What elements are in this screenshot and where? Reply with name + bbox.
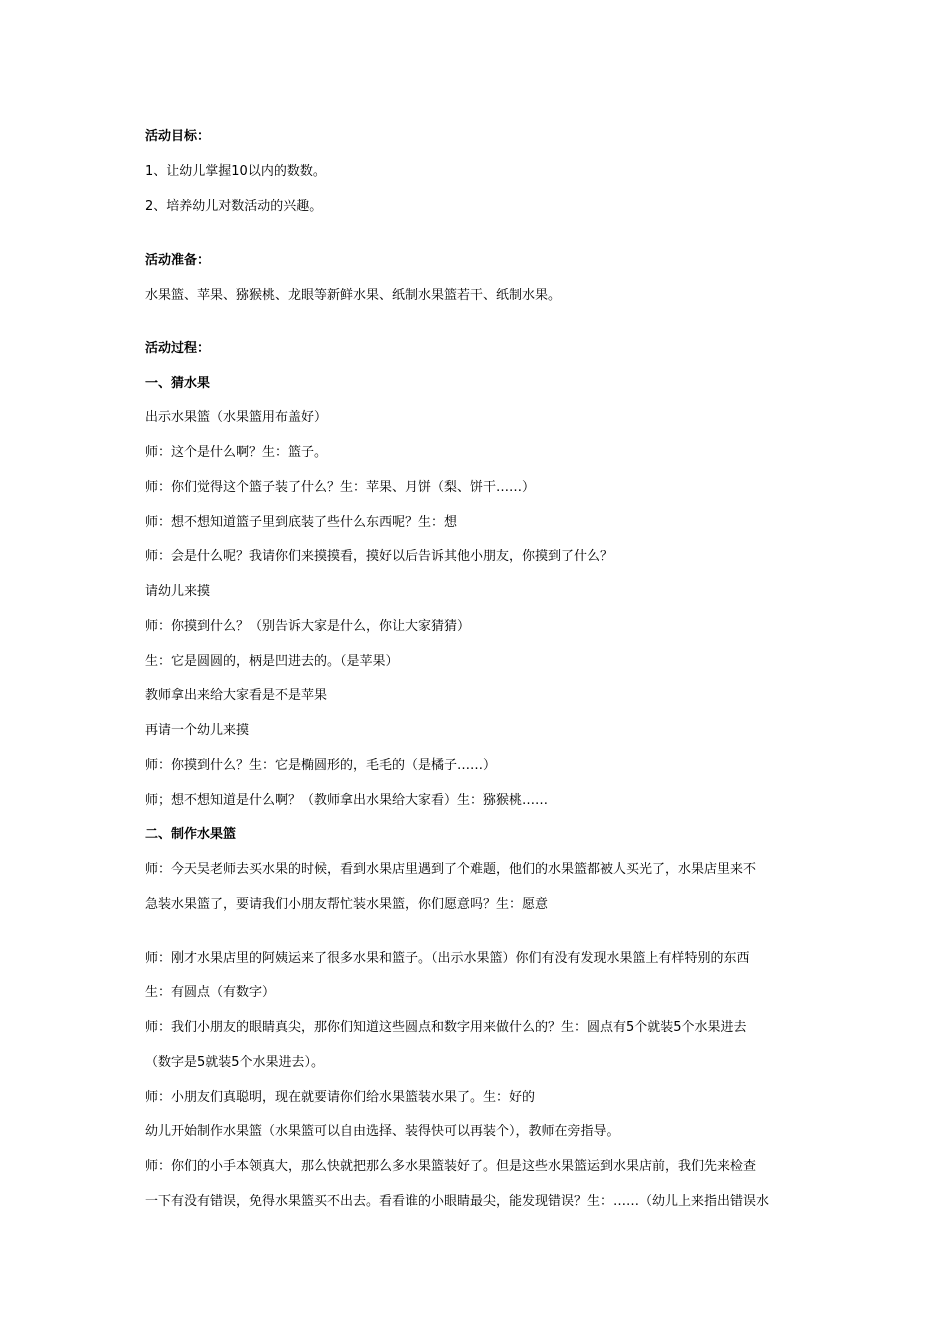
paragraph-line: 师：这个是什么啊？生：篮子。 (145, 445, 328, 460)
preparation-text: 水果篮、苹果、猕猴桃、龙眼等新鲜水果、纸制水果篮若干、纸制水果。 (145, 288, 562, 303)
paragraph-line: 师：你摸到什么？（别告诉大家是什么，你让大家猜猜） (145, 619, 471, 634)
paragraph-line: 师：会是什么呢？我请你们来摸摸看，摸好以后告诉其他小朋友，你摸到了什么？ (145, 549, 614, 564)
paragraph-line: 师：你们觉得这个篮子装了什么？生：苹果、月饼（梨、饼干……） (145, 480, 536, 495)
paragraph-line: （数字是5就装5个水果进去）。 (145, 1055, 325, 1070)
paragraph-line: 师：小朋友们真聪明，现在就要请你们给水果篮装水果了。生：好的 (145, 1090, 536, 1105)
paragraph-line: 一下有没有错误，免得水果篮买不出去。看看谁的小眼睛最尖，能发现错误？生：……（幼儿上来指出错误水 (145, 1194, 770, 1209)
section-heading-make-fruit-basket: 二、制作水果篮 (145, 827, 237, 842)
paragraph-line: 出示水果篮（水果篮用布盖好） (145, 410, 328, 425)
goal-item-2: 2、培养幼儿对数活动的兴趣。 (145, 199, 323, 214)
paragraph-line: 师；想不想知道是什么啊？（教师拿出水果给大家看）生：猕猴桃…… (145, 793, 549, 808)
paragraph-line: 师：今天吴老师去买水果的时候，看到水果店里遇到了个难题，他们的水果篮都被人买光了，水果店里来不 (145, 862, 757, 877)
paragraph-line: 师：想不想知道篮子里到底装了些什么东西呢？生：想 (145, 515, 458, 530)
paragraph-line: 师：我们小朋友的眼睛真尖，那你们知道这些圆点和数字用来做什么的？生：圆点有5个就装5个水果进去 (145, 1020, 747, 1035)
paragraph-line: 急装水果篮了，要请我们小朋友帮忙装水果篮，你们愿意吗？生：愿意 (145, 897, 549, 912)
paragraph-line: 再请一个幼儿来摸 (145, 723, 250, 738)
paragraph-line: 教师拿出来给大家看是不是苹果 (145, 688, 328, 703)
paragraph-line: 幼儿开始制作水果篮（水果篮可以自由选择、装得快可以再装个），教师在旁指导。 (145, 1124, 620, 1139)
section-heading-guess-fruit: 一、猜水果 (145, 376, 211, 391)
heading-activity-preparation: 活动准备： (145, 253, 211, 268)
paragraph-line: 师：刚才水果店里的阿姨运来了很多水果和篮子。（出示水果篮）你们有没有发现水果篮上有样特别的东西 (145, 951, 750, 966)
heading-activity-goals: 活动目标： (145, 129, 211, 144)
goal-item-1: 1、让幼儿掌握10以内的数数。 (145, 164, 326, 179)
paragraph-line: 生：有圆点（有数字） (145, 985, 276, 1000)
paragraph-line: 师：你摸到什么？生：它是椭圆形的，毛毛的（是橘子……） (145, 758, 497, 773)
heading-activity-process: 活动过程： (145, 341, 211, 356)
paragraph-line: 师：你们的小手本领真大，那么快就把那么多水果篮装好了。但是这些水果篮运到水果店前，我们先来检查 (145, 1159, 757, 1174)
paragraph-line: 生：它是圆圆的，柄是凹进去的。（是苹果） (145, 654, 399, 669)
paragraph-line: 请幼儿来摸 (145, 584, 211, 599)
